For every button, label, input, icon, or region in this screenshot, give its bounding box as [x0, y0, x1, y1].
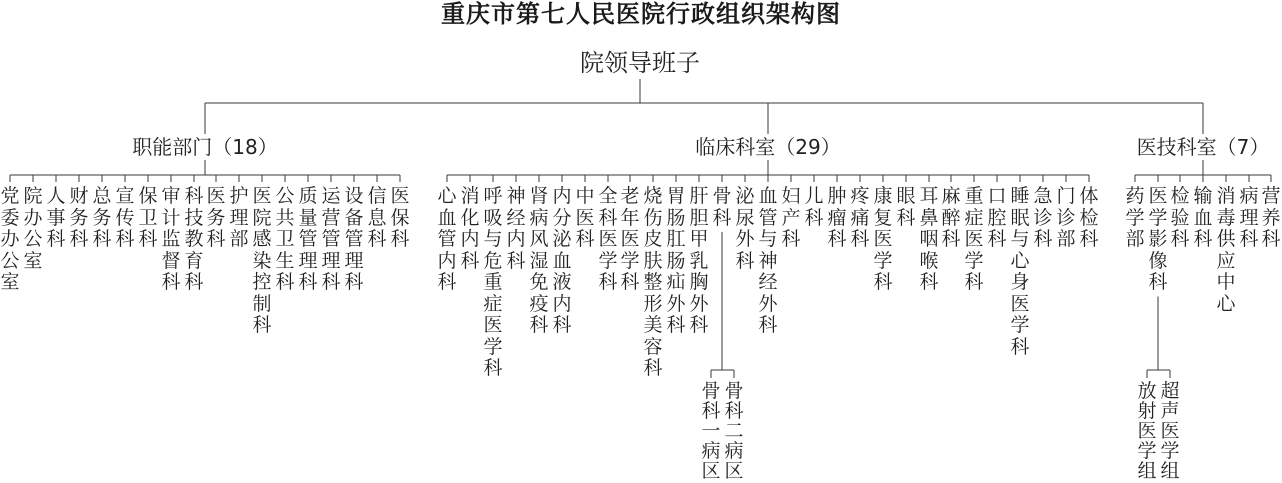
sub-unit-node: 放射医学组: [1137, 380, 1157, 482]
clinical-department-node: 妇产科: [781, 185, 801, 250]
clinical-department-node: 睡眠与心身医学科: [1010, 185, 1030, 358]
clinical-department-node: 胃肠肛肠疝外科: [666, 185, 686, 336]
clinical-department-node: 骨科: [712, 185, 732, 229]
clinical-department-node: 疼痛科: [850, 185, 870, 250]
functional-department-node: 设备管理科: [344, 185, 364, 293]
functional-department-node: 信息科: [367, 185, 387, 250]
medical-technology-department-node: 输血科: [1193, 185, 1213, 250]
functional-department-node: 院办公室: [23, 185, 43, 272]
clinical-department-node: 老年医学科: [620, 185, 640, 293]
clinical-department-node: 血管与神经外科: [758, 185, 778, 336]
clinical-department-node: 眼科: [896, 185, 916, 229]
clinical-department-node: 全科医学科: [598, 185, 618, 293]
clinical-department-node: 肿瘤科: [827, 185, 847, 250]
functional-department-node: 护理部: [229, 185, 249, 250]
clinical-department-node: 肝胆甲乳胸外科: [689, 185, 709, 336]
clinical-department-node: 泌尿外科: [735, 185, 755, 272]
clinical-department-node: 中医科: [575, 185, 595, 250]
clinical-department-node: 消化内科: [460, 185, 480, 272]
clinical-department-node: 麻醉科: [941, 185, 961, 250]
medical-technology-department-node: 检验科: [1170, 185, 1190, 250]
functional-department-node: 医务科: [206, 185, 226, 250]
branch-label-medical-technology: 医技科室（7）: [1136, 135, 1270, 159]
clinical-department-node: 康复医学科: [873, 185, 893, 293]
medical-technology-department-node: 营养科: [1261, 185, 1281, 250]
clinical-department-node: 肾病风湿免疫科: [529, 185, 549, 336]
sub-unit-node: 超声医学组: [1160, 380, 1180, 482]
sub-unit-node: 骨科二病区: [724, 380, 744, 482]
medical-technology-department-node: 医学影像科: [1148, 185, 1168, 293]
functional-department-node: 人事科: [46, 185, 66, 250]
clinical-department-node: 烧伤皮肤整形美容科: [643, 185, 663, 379]
functional-department-node: 运营管理科: [321, 185, 341, 293]
clinical-department-node: 内分泌血液内科: [552, 185, 572, 336]
functional-department-node: 保卫科: [138, 185, 158, 250]
root-node-leadership: 院领导班子: [580, 49, 700, 77]
chart-title: 重庆市第七人民医院行政组织架构图: [441, 0, 841, 28]
functional-department-node: 质量管理科: [298, 185, 318, 293]
functional-department-node: 科技教育科: [184, 185, 204, 293]
medical-technology-department-node: 消毒供应中心: [1216, 185, 1236, 315]
branch-label-functional: 职能部门（18）: [132, 135, 278, 159]
medical-technology-department-node: 药学部: [1125, 185, 1145, 250]
clinical-department-node: 口腔科: [987, 185, 1007, 250]
branch-label-clinical: 临床科室（29）: [695, 135, 841, 159]
functional-department-node: 宣传科: [115, 185, 135, 250]
functional-department-node: 医院感染控制科: [252, 185, 272, 336]
functional-department-node: 公共卫生科: [275, 185, 295, 293]
clinical-department-node: 体检科: [1079, 185, 1099, 250]
functional-department-node: 财务科: [69, 185, 89, 250]
sub-unit-node: 骨科一病区: [701, 380, 721, 482]
clinical-department-node: 儿科: [804, 185, 824, 229]
functional-department-node: 党委办公室: [0, 185, 20, 293]
clinical-department-node: 重症医学科: [964, 185, 984, 293]
functional-department-node: 审计监督科: [161, 185, 181, 293]
clinical-department-node: 急诊科: [1033, 185, 1053, 250]
functional-department-node: 医保科: [390, 185, 410, 250]
clinical-department-node: 耳鼻咽喉科: [919, 185, 939, 293]
clinical-department-node: 心血管内科: [437, 185, 457, 293]
clinical-department-node: 神经内科: [506, 185, 526, 272]
medical-technology-department-node: 病理科: [1239, 185, 1259, 250]
clinical-department-node: 门诊部: [1056, 185, 1076, 250]
functional-department-node: 总务科: [92, 185, 112, 250]
clinical-department-node: 呼吸与危重症医学科: [483, 185, 503, 379]
